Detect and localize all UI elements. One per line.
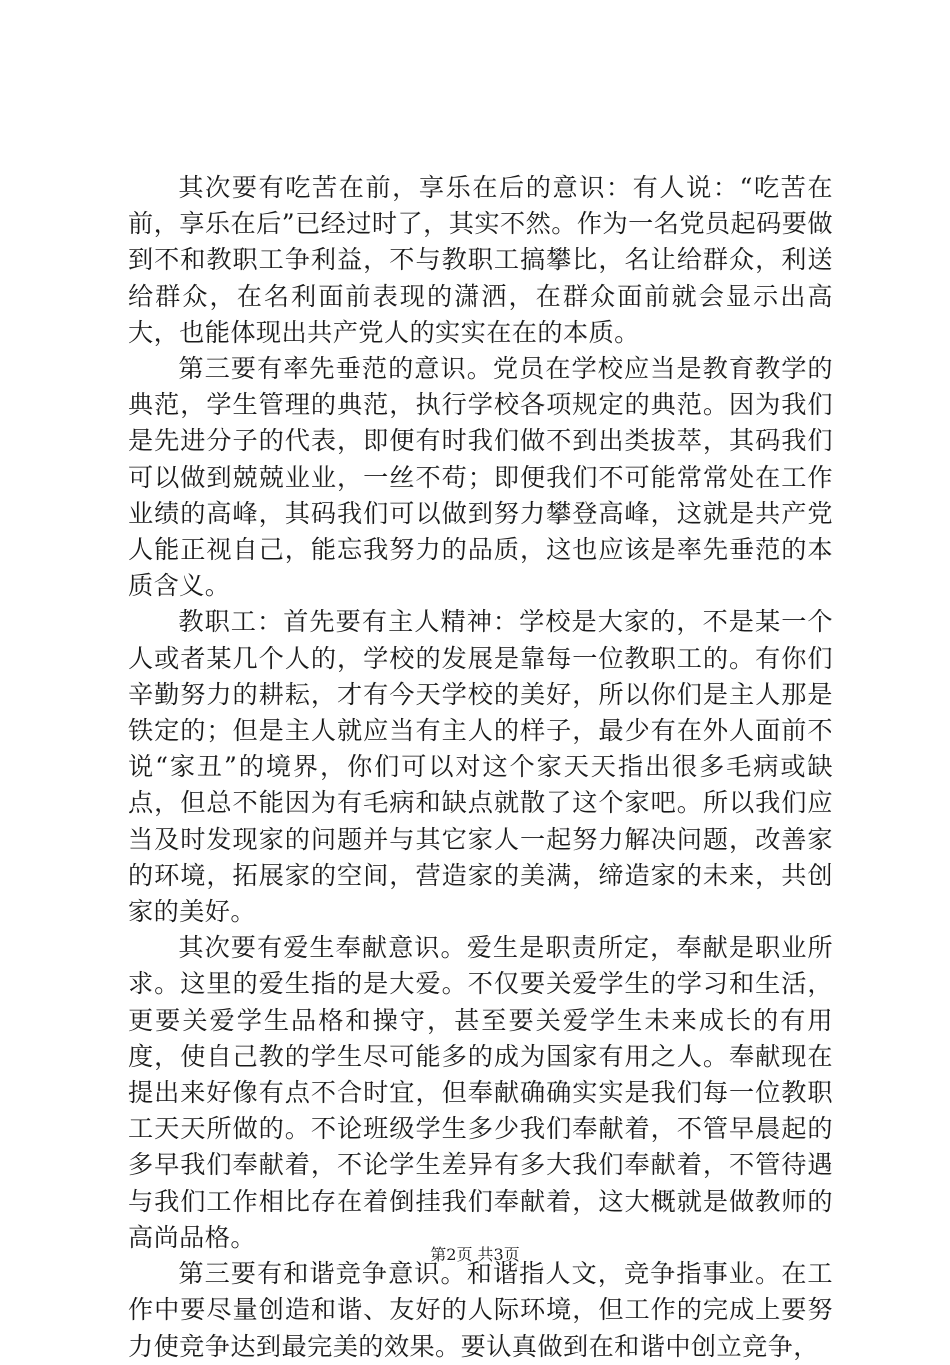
paragraph-harmonious-competition: 第三要有和谐竞争意识。和谐指人文，竞争指事业。在工作中要尽量创造和谐、友好的人际环境，但工作的完成上要努力使竞争达到最完美的效果。要认真做到在和谐中创立竞争， <box>128 1259 833 1361</box>
paragraph-staff-ownership: 教职工：首先要有主人精神：学校是大家的，不是某一个人或者某几个人的，学校的发展是靠每一位教职工的。有你们辛勤努力的耕耘，才有今天学校的美好，所以你们是主人那是铁定的；但是主人就应当有主人的样子，最少有在外人面前不说“家丑”的境界，你们可以对这个家天天指出很多毛病或缺点，但总不能因为有毛病和缺点就散了这个家吧。所以我们应当及时发现家的问题并与其它家人一起努力解决问题，改善家的环境，拓展家的空间，营造家的美满，缔造家的未来，共创家的美好。 <box>128 607 833 927</box>
paragraph-lead-by-example: 第三要有率先垂范的意识。党员在学校应当是教育教学的典范，学生管理的典范，执行学校各项规定的典范。因为我们是先进分子的代表，即便有时我们做不到出类拔萃，其码我们可以做到兢兢业业，一丝不苟；即便我们不可能常常处在工作业绩的高峰，其码我们可以做到努力攀登高峰，这就是共产党人能正视自己，能忘我努力的品质，这也应该是率先垂范的本质含义。 <box>128 354 833 601</box>
page-footer: 第2页 共3页 <box>430 1245 520 1264</box>
document-body <box>128 170 833 1365</box>
paragraph-hardship-first: 其次要有吃苦在前，享乐在后的意识：有人说：“吃苦在前，享乐在后”已经过时了，其实不然。作为一名党员起码要做到不和教职工争利益，不与教职工搞攀比，名让给群众，利送给群众，在名利面前表现的潇洒，在群众面前就会显示出高大，也能体现出共产党人的实实在在的本质。 <box>128 173 833 347</box>
paragraph-love-and-dedication: 其次要有爱生奉献意识。爱生是职责所定，奉献是职业所求。这里的爱生指的是大爱。不仅要关爱学生的学习和生活，更要关爱学生品格和操守，甚至要关爱学生未来成长的有用度，使自己教的学生尽可能多的成为国家有用之人。奉献现在提出来好像有点不合时宜，但奉献确确实实是我们每一位教职工天天所做的。不论班级学生多少我们奉献着，不管早晨起的多早我们奉献着，不论学生差异有多大我们奉献着，不管待遇与我们工作相比存在着倒挂我们奉献着，这大概就是做教师的高尚品格。 <box>128 933 833 1252</box>
